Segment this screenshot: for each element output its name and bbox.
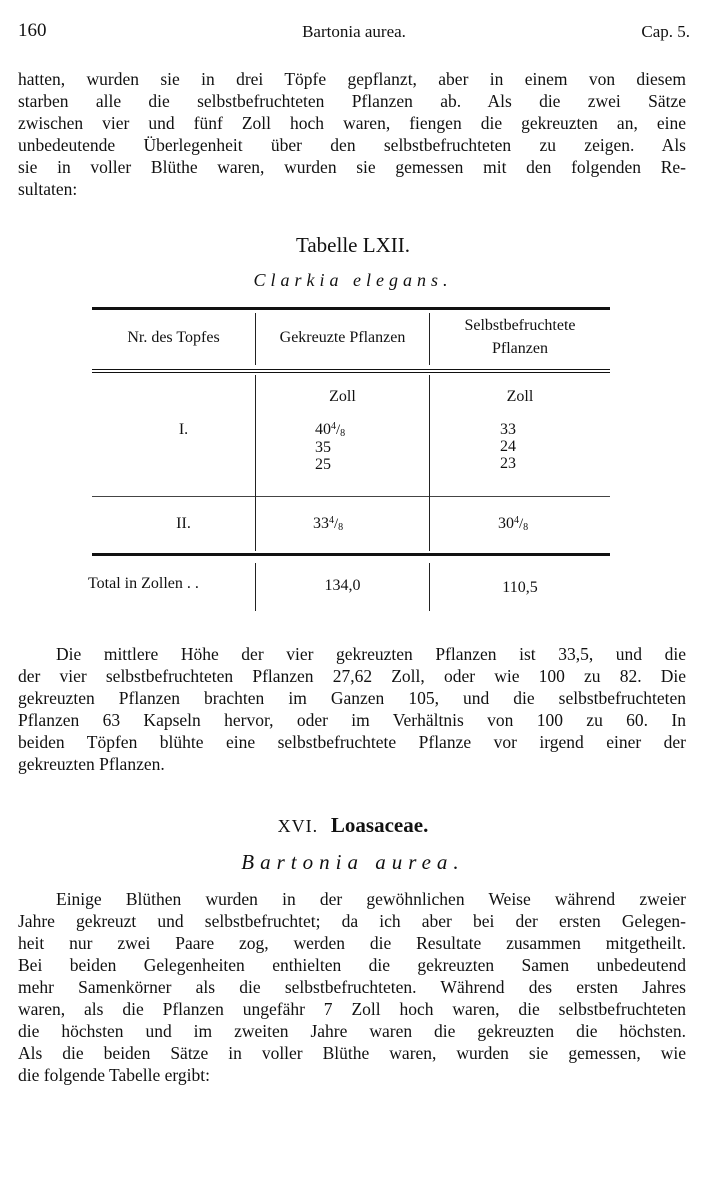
pot-label: II. <box>176 515 191 532</box>
data-table <box>88 307 610 612</box>
text-line: die folgende Tabelle ergibt: <box>18 1065 211 1085</box>
page-number: 160 <box>18 20 47 41</box>
running-title: Bartonia aurea. <box>302 22 406 41</box>
unit-self: Zoll <box>506 388 534 405</box>
results-paragraph <box>18 643 686 775</box>
species-heading: Bartonia aurea. <box>241 850 465 874</box>
text-line: Pflanzen 63 Kapseln hervor, oder im Verhältnis von 100 zu 60. In <box>18 710 686 730</box>
value-cell: 25 <box>315 456 331 473</box>
value-cell: 24 <box>500 438 516 455</box>
text-line: gekreuzten Pflanzen. <box>18 754 165 774</box>
text-line: Jahre gekreuzt und selbstbefruchtet; da ich aber bei der ersten Gelegen- <box>18 911 686 931</box>
text-line: sie in voller Blüthe waren, wurden sie gemessen mit den folgenden Re- <box>18 157 686 177</box>
total-rule <box>92 553 610 556</box>
col-header-self-line2: Pflanzen <box>492 340 548 357</box>
col-header-crossed: Gekreuzte Pflanzen <box>279 329 406 346</box>
value-cell: $40^4/_8$ <box>315 421 346 439</box>
section-number: XVI. <box>277 816 319 836</box>
chapter-label: Cap. 5. <box>641 22 690 41</box>
final-paragraph <box>18 888 686 1086</box>
unit-crossed: Zoll <box>329 388 356 405</box>
text-line: heit nur zwei Paare zog, werden die Resultate zusammen mitgetheilt. <box>18 933 686 953</box>
header-rule-double <box>92 372 610 373</box>
text-line: gekreuzten Pflanzen brachten im Ganzen 105, und die selbstbefruchteten <box>18 688 686 708</box>
text-line: Die mittlere Höhe der vier gekreuzten Pflanzen ist 33,5, und die <box>56 644 686 664</box>
value-cell: 35 <box>315 439 331 456</box>
row-rule <box>92 496 610 497</box>
crossed-values-pot-2 <box>313 515 343 533</box>
table-title: Tabelle LXII. <box>296 233 410 257</box>
total-crossed: 134,0 <box>324 577 361 594</box>
total-self: 110,5 <box>502 579 538 596</box>
text-line: der vier selbstbefruchteten Pflanzen 27,62 Zoll, oder wie 100 zu 82. Die <box>18 666 686 686</box>
text-line: Als die beiden Sätze in voller Blüthe waren, wurden sie gemessen, wie <box>18 1043 686 1063</box>
intro-paragraph <box>18 68 686 200</box>
table-top-rule <box>92 307 610 310</box>
page-header <box>18 20 690 50</box>
table-subtitle: Clarkia elegans. <box>253 270 453 290</box>
col-header-self-line1: Selbstbefruchtete <box>464 317 576 334</box>
text-line: hatten, wurden sie in drei Töpfe gepflanzt, aber in einem von diesem <box>18 69 686 89</box>
text-line: unbedeutende Überlegenheit über den selbstbefruchteten zu zeigen. Als <box>18 135 686 155</box>
section-heading <box>0 813 706 838</box>
header-rule <box>92 369 610 370</box>
text-line: Einige Blüthen wurden in der gewöhnlichen Weise während zweier <box>56 889 686 909</box>
value-cell: $30^4/_8$ <box>498 515 529 533</box>
text-line: mehr Samenkörner als die selbstbefruchteten. Während des ersten Jahres <box>18 977 686 997</box>
total-label: Total in Zollen . . <box>88 575 199 592</box>
value-cell: 33 <box>500 421 516 438</box>
text-line: beiden Töpfen blühte eine selbstbefruchtete Pflanze vor irgend einer der <box>18 732 686 752</box>
crossed-values-pot-1 <box>315 421 345 473</box>
text-line: die höchsten und im zweiten Jahre waren die gekreuzten die höchsten. <box>18 1021 686 1041</box>
value-cell: 23 <box>500 455 516 472</box>
col-header-pot: Nr. des Topfes <box>127 329 220 346</box>
text-line: zwischen vier und fünf Zoll hoch waren, fiengen die gekreuzten an, eine <box>18 113 686 133</box>
text-line: sultaten: <box>18 179 78 199</box>
self-values-pot-2 <box>498 515 528 533</box>
text-line: waren, als die Pflanzen ungefähr 7 Zoll hoch waren, die selbstbefruchteten <box>18 999 686 1019</box>
text-line: Bei beiden Gelegenheiten enthielten die gekreuzten Samen unbedeutend <box>18 955 686 975</box>
section-name: Loasaceae. <box>330 813 429 837</box>
pot-label: I. <box>178 421 189 438</box>
self-values-pot-1 <box>500 421 516 472</box>
value-cell: $33^4/_8$ <box>313 515 344 533</box>
text-line: starben alle die selbstbefruchteten Pflanzen ab. Als die zwei Sätze <box>18 91 686 111</box>
